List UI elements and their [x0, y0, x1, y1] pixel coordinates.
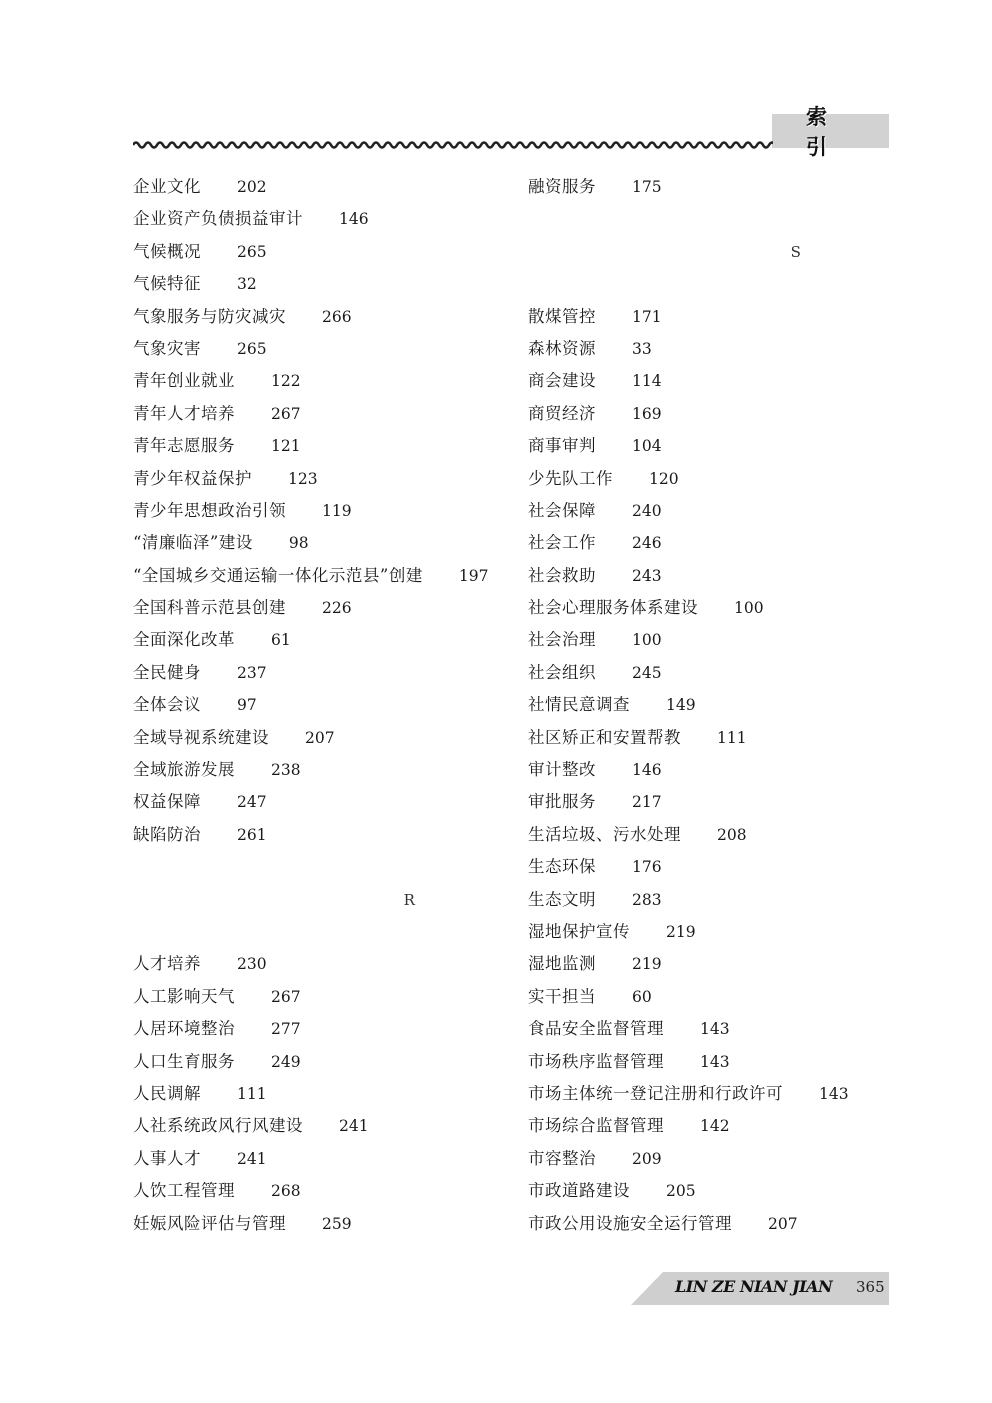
index-entry: [528, 657, 888, 689]
index-page-number: 169: [632, 404, 662, 423]
index-term: 审批服务: [528, 792, 596, 812]
index-page-number: 111: [717, 728, 747, 747]
index-page-number: 175: [632, 178, 662, 196]
index-entry: [133, 689, 513, 721]
index-term: 社会心理服务体系建设: [528, 598, 698, 618]
index-entry: [133, 495, 513, 527]
index-entry: [528, 786, 888, 818]
index-term: 全国科普示范县创建: [133, 598, 286, 618]
index-entry: [133, 1110, 513, 1142]
index-page-number: 237: [237, 663, 267, 682]
index-entry: [133, 722, 513, 754]
index-entry: [528, 495, 888, 527]
header-wavy-rule: [133, 139, 773, 151]
index-page-number: 32: [237, 275, 257, 294]
index-page-number: 120: [649, 469, 679, 488]
index-page-number: 207: [768, 1214, 798, 1233]
index-term: 气象服务与防灾减灾: [133, 306, 286, 326]
index-page-number: 209: [632, 1149, 662, 1168]
index-term: 气候概况: [133, 241, 201, 261]
index-term: 少先队工作: [528, 468, 613, 488]
index-term: 人工影响天气: [133, 986, 235, 1006]
index-entry: [133, 624, 513, 656]
index-term: 权益保障: [133, 792, 201, 812]
spacer-row: [133, 851, 513, 883]
index-page-number: 104: [632, 437, 662, 456]
index-entry: [133, 657, 513, 689]
index-term: 市容整治: [528, 1148, 596, 1168]
footer-brand: LIN ZE NIAN JIAN: [675, 1277, 833, 1296]
index-term: 商事审判: [528, 436, 596, 456]
index-page-number: 123: [288, 469, 318, 488]
index-page-number: 205: [666, 1182, 696, 1201]
index-page-number: 207: [305, 728, 335, 747]
index-page-number: 219: [632, 955, 662, 974]
index-term: 森林资源: [528, 338, 596, 358]
index-entry: [133, 754, 513, 786]
index-term: 人居环境整治: [133, 1019, 235, 1039]
index-page-number: 245: [632, 663, 662, 682]
index-term: 气象灾害: [133, 338, 201, 358]
index-page-number: 146: [339, 210, 369, 229]
index-entry: [528, 754, 888, 786]
index-term: 市政道路建设: [528, 1181, 630, 1201]
index-entry: [528, 1110, 888, 1142]
index-page-number: 122: [271, 372, 301, 391]
index-entry: [528, 1013, 888, 1045]
index-term: 审计整改: [528, 760, 596, 780]
index-entry: [528, 365, 888, 397]
index-page-number: 60: [632, 987, 652, 1006]
index-page-number: 100: [632, 631, 662, 650]
index-page-number: 240: [632, 501, 662, 520]
index-term: 全面深化改革: [133, 630, 235, 650]
spacer-row: [528, 203, 888, 235]
index-term: 生态文明: [528, 889, 596, 909]
index-entry: [133, 171, 513, 203]
index-term: 全域旅游发展: [133, 760, 235, 780]
index-entry: [133, 1208, 513, 1240]
index-entry: [528, 884, 888, 916]
index-page-number: 114: [632, 372, 662, 391]
index-entry: [133, 948, 513, 980]
index-term: 青年志愿服务: [133, 436, 235, 456]
index-entry: [133, 1143, 513, 1175]
index-page-number: 217: [632, 793, 662, 812]
index-term: 人事人才: [133, 1148, 201, 1168]
index-page-number: 98: [288, 534, 309, 553]
index-entry: [528, 1143, 888, 1175]
index-term: 人口生育服务: [133, 1051, 235, 1071]
index-term: 生活垃圾、污水处理: [528, 824, 681, 844]
page-footer: [631, 1272, 889, 1305]
index-term: 妊娠风险评估与管理: [133, 1213, 286, 1233]
index-entry: [528, 948, 888, 980]
index-page-number: 267: [271, 987, 301, 1006]
index-page-number: 146: [632, 761, 662, 780]
index-entry: [133, 981, 513, 1013]
index-term: 全民健身: [133, 662, 201, 682]
index-term: 全体会议: [133, 695, 201, 715]
index-page-number: 243: [632, 566, 662, 585]
index-entry: [528, 333, 888, 365]
index-entry: [528, 689, 888, 721]
index-term: 市场秩序监督管理: [528, 1051, 664, 1071]
index-term: 商贸经济: [528, 403, 596, 423]
index-entry: [133, 592, 513, 624]
index-term: 人饮工程管理: [133, 1181, 235, 1201]
index-entry: [133, 1046, 513, 1078]
section-letter: S: [790, 242, 802, 261]
index-page-number: 226: [322, 599, 352, 618]
index-page-number: 171: [632, 307, 662, 326]
index-term: 人社系统政风行风建设: [133, 1116, 303, 1136]
index-page-number: 142: [700, 1117, 730, 1136]
index-entry: [528, 171, 888, 203]
index-entry: [133, 1078, 513, 1110]
index-entry: [133, 365, 513, 397]
index-page-number: 33: [632, 339, 652, 358]
index-page-number: 265: [237, 339, 267, 358]
index-term: 社会保障: [528, 500, 596, 520]
index-page-number: 143: [700, 1052, 730, 1071]
index-page-number: 202: [237, 178, 267, 196]
page-number: 365: [856, 1278, 885, 1296]
index-entry: [133, 398, 513, 430]
index-term: 青少年思想政治引领: [133, 500, 286, 520]
index-page-number: 143: [819, 1084, 849, 1103]
index-entry: [528, 851, 888, 883]
spacer-row: [528, 268, 888, 300]
index-entry: [528, 981, 888, 1013]
section-letter: R: [403, 890, 416, 909]
index-term: 湿地监测: [528, 954, 596, 974]
index-page-number: 249: [271, 1052, 301, 1071]
index-entry: [528, 430, 888, 462]
index-term: 青年创业就业: [133, 371, 235, 391]
index-entry: [528, 722, 888, 754]
section-title: 索 引: [772, 114, 889, 148]
index-entry: [133, 463, 513, 495]
index-page-number: 266: [322, 307, 352, 326]
index-page-number: 267: [271, 404, 301, 423]
index-page-number: 219: [666, 922, 696, 941]
index-column-right: [528, 171, 888, 1240]
index-page-number: 261: [237, 825, 267, 844]
index-entry: [528, 1175, 888, 1207]
index-term: 缺陷防治: [133, 824, 201, 844]
index-term: 社会救助: [528, 565, 596, 585]
index-entry: [528, 1046, 888, 1078]
index-page-number: 241: [339, 1117, 369, 1136]
index-term: 社会组织: [528, 662, 596, 682]
index-entry: [528, 1078, 888, 1110]
index-term: 人民调解: [133, 1083, 201, 1103]
index-entry: [528, 624, 888, 656]
index-term: 社情民意调查: [528, 695, 630, 715]
index-page-number: 208: [717, 825, 747, 844]
index-page-number: 277: [271, 1020, 301, 1039]
index-page-number: 265: [237, 242, 267, 261]
index-entry: [528, 398, 888, 430]
index-page-number: 268: [271, 1182, 301, 1201]
index-term: 市政公用设施安全运行管理: [528, 1213, 732, 1233]
index-page-number: 176: [632, 858, 662, 877]
index-entry: [133, 301, 513, 333]
index-page-number: 283: [632, 890, 662, 909]
index-entry: [528, 560, 888, 592]
index-entry: [133, 786, 513, 818]
index-column-left: [133, 171, 513, 1240]
index-term: 全域导视系统建设: [133, 727, 269, 747]
index-page-number: 97: [237, 696, 257, 715]
spacer-row: [133, 916, 513, 948]
index-page-number: 241: [237, 1149, 267, 1168]
index-page-number: 259: [322, 1214, 352, 1233]
index-term: 散煤管控: [528, 306, 596, 326]
index-page-number: 143: [700, 1020, 730, 1039]
index-term: 市场综合监督管理: [528, 1116, 664, 1136]
index-page-number: 119: [322, 501, 352, 520]
index-term: 气候特征: [133, 274, 201, 294]
index-entry: [133, 203, 513, 235]
index-entry: [528, 527, 888, 559]
index-page-number: 121: [271, 437, 301, 456]
index-entry: [133, 1013, 513, 1045]
index-entry: [528, 1208, 888, 1240]
index-term: 企业资产负债损益审计: [133, 209, 303, 229]
index-page-number: 100: [734, 599, 764, 618]
index-page-number: 246: [632, 534, 662, 553]
index-term: 融资服务: [528, 177, 596, 196]
index-entry: [133, 1175, 513, 1207]
index-term: 社区矫正和安置帮教: [528, 727, 681, 747]
index-term: 企业文化: [133, 177, 201, 196]
index-page-number: 238: [271, 761, 301, 780]
index-term: 社会治理: [528, 630, 596, 650]
index-page-number: 197: [458, 566, 489, 585]
index-entry: [133, 430, 513, 462]
index-entry: [133, 268, 513, 300]
index-entry: [133, 560, 513, 592]
index-term: 青年人才培养: [133, 403, 235, 423]
index-page-number: 111: [237, 1084, 267, 1103]
index-entry: [133, 236, 513, 268]
index-page-number: 247: [237, 793, 267, 812]
index-term: 人才培养: [133, 954, 201, 974]
index-entry: [528, 463, 888, 495]
index-entry: [133, 819, 513, 851]
index-term: “全国城乡交通运输一体化示范县”创建: [133, 565, 423, 585]
index-entry: [133, 527, 513, 559]
index-entry: [528, 592, 888, 624]
index-entry: [528, 819, 888, 851]
index-entry: [528, 916, 888, 948]
index-term: 生态环保: [528, 857, 596, 877]
index-page-number: 61: [271, 631, 291, 650]
index-term: 实干担当: [528, 986, 596, 1006]
index-page-number: 149: [666, 696, 696, 715]
index-page-number: 230: [237, 955, 267, 974]
index-entry: [133, 333, 513, 365]
index-term: 市场主体统一登记注册和行政许可: [528, 1083, 783, 1103]
index-term: 湿地保护宣传: [528, 921, 630, 941]
index-term: 社会工作: [528, 533, 596, 553]
index-term: 食品安全监督管理: [528, 1019, 664, 1039]
index-term: 商会建设: [528, 371, 596, 391]
index-term: 青少年权益保护: [133, 468, 252, 488]
index-term: “清廉临泽”建设: [133, 533, 253, 553]
index-entry: [528, 301, 888, 333]
